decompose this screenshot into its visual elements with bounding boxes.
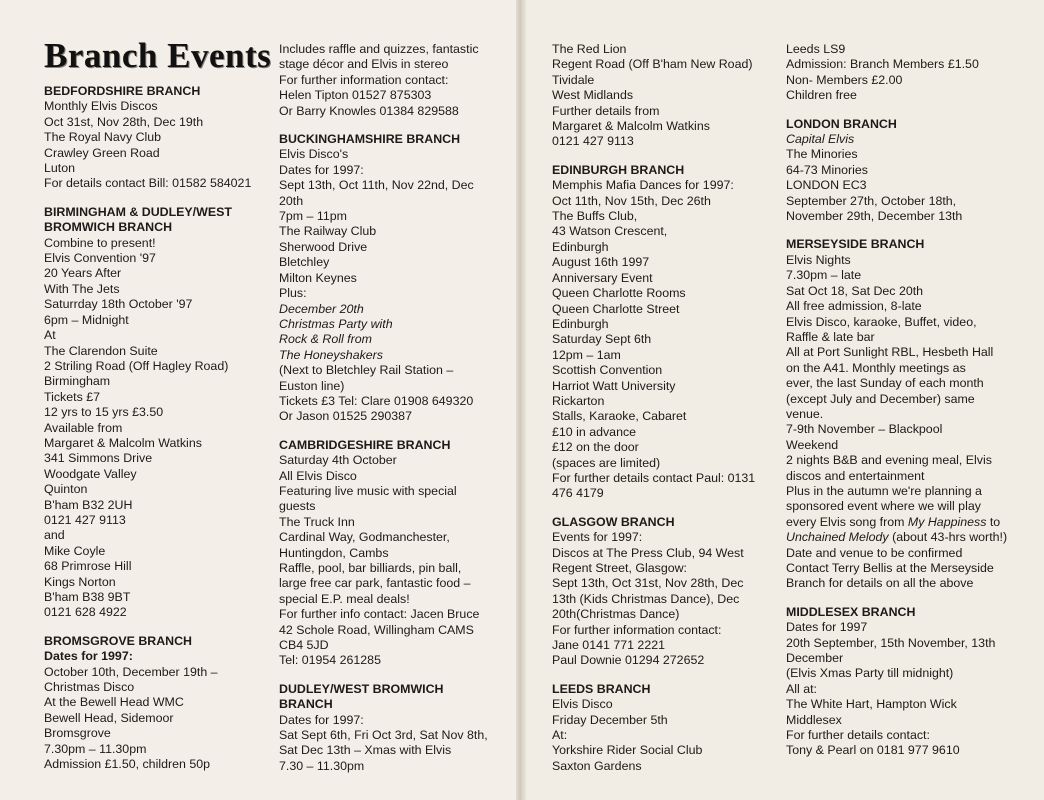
event-block	[552, 42, 772, 150]
event-line: 64-73 Minories	[786, 162, 868, 177]
block-gap	[44, 192, 264, 205]
event-line: 0121 427 9113	[552, 134, 634, 149]
event-line: November 29th, December 13th	[786, 209, 963, 224]
event-line: Tickets £7	[44, 389, 101, 404]
event-line: For further details contact:	[786, 728, 930, 743]
event-line: Friday December 5th	[552, 712, 668, 727]
branch-heading: LEEDS BRANCH	[552, 681, 651, 696]
event-line: Edinburgh	[552, 316, 609, 331]
event-line: discos and entertainment	[786, 468, 925, 483]
event-line: Combine to present!	[44, 235, 156, 250]
branch-heading: BROMWICH BRANCH	[44, 220, 173, 235]
event-line: The Truck Inn	[279, 514, 355, 529]
event-line: Includes raffle and quizzes, fantastic	[279, 42, 479, 56]
event-line: Christmas Disco	[44, 680, 135, 695]
event-line: Queen Charlotte Rooms	[552, 286, 686, 301]
block-gap	[279, 425, 501, 438]
event-line: December 20th	[279, 301, 364, 316]
line-text: every Elvis song from	[786, 514, 908, 529]
event-line: With The Jets	[44, 281, 120, 296]
event-line: Yorkshire Rider Social Club	[552, 743, 703, 758]
event-line: Christmas Party with	[279, 316, 393, 331]
event-line: LONDON EC3	[786, 178, 867, 193]
event-line: and	[44, 528, 65, 543]
event-line: sponsored event where we will play	[786, 499, 981, 514]
event-line: For further information contact:	[552, 622, 722, 637]
event-line: Plus in the autumn we're planning a	[786, 483, 982, 498]
event-line: Weekend	[786, 437, 839, 452]
event-line: Elvis Convention '97	[44, 251, 156, 266]
event-line: Dates for 1997:	[279, 162, 364, 177]
event-line: Birmingham	[44, 374, 111, 389]
event-line: At:	[552, 728, 568, 743]
event-line: Mike Coyle	[44, 543, 106, 558]
branch-heading: BROMSGROVE BRANCH	[44, 633, 193, 648]
event-line: The Red Lion	[552, 42, 627, 56]
block-gap	[279, 669, 501, 682]
event-line: Rock & Roll from	[279, 332, 372, 347]
branch-heading: CAMBRIDGESHIRE BRANCH	[279, 437, 451, 452]
block-gap	[786, 592, 1008, 605]
branch-heading: GLASGOW BRANCH	[552, 514, 675, 529]
event-line: 2 Striling Road (Off Hagley Road)	[44, 358, 229, 373]
event-line: The Railway Club	[279, 224, 377, 239]
event-line: Regent Street, Glasgow:	[552, 561, 687, 575]
column-3	[552, 42, 772, 774]
event-line: Saxton Gardens	[552, 758, 642, 773]
event-line: Available from	[44, 420, 123, 435]
event-line: Paul Downie 01294 272652	[552, 653, 705, 668]
event-line: CB4 5JD	[279, 638, 329, 653]
event-line: All free admission, 8-late	[786, 299, 922, 314]
block-gap	[786, 104, 1008, 117]
event-line: Sat Dec 13th – Xmas with Elvis	[279, 743, 452, 758]
block-gap	[552, 669, 772, 682]
event-line: Quinton	[44, 482, 88, 497]
event-line: Luton	[44, 161, 76, 176]
event-line: October 10th, December 19th –	[44, 664, 218, 679]
event-line: Elvis Disco	[552, 697, 613, 712]
event-line: Edinburgh	[552, 239, 609, 254]
event-block	[552, 669, 772, 774]
event-line: For details contact Bill: 01582 584021	[44, 176, 252, 191]
event-line: Branch for details on all the above	[786, 576, 974, 591]
event-line: Oct 31st, Nov 28th, Dec 19th	[44, 114, 204, 129]
event-line: Monthly Elvis Discos	[44, 99, 158, 114]
event-line: 0121 427 9113	[44, 512, 126, 527]
event-line: August 16th 1997	[552, 255, 650, 270]
event-line: Tony & Pearl on 0181 977 9610	[786, 743, 960, 758]
line-text: to	[986, 514, 1001, 529]
column-4	[786, 42, 1008, 759]
event-line: stage décor and Elvis in stereo	[279, 57, 449, 72]
block-gap	[552, 502, 772, 515]
event-line: Further details from	[552, 103, 660, 118]
event-line: Woodgate Valley	[44, 466, 137, 481]
block-gap	[279, 119, 501, 132]
event-line: 2 nights B&B and evening meal, Elvis	[786, 453, 992, 468]
event-block	[786, 104, 1008, 225]
page-title: Branch Events	[44, 36, 272, 75]
event-line: Non- Members £2.00	[786, 72, 903, 87]
event-line: At	[44, 328, 56, 343]
event-line: Sept 13th, Oct 31st, Nov 28th, Dec	[552, 576, 744, 591]
event-line: Margaret & Malcolm Watkins	[44, 435, 202, 450]
event-block	[786, 224, 1008, 591]
event-line: 6pm – Midnight	[44, 312, 129, 327]
event-line: Events for 1997:	[552, 530, 643, 545]
event-line: For further information contact:	[279, 72, 449, 87]
event-line: Elvis Disco, karaoke, Buffet, video,	[786, 314, 977, 329]
italic-title: Unchained Melody	[786, 530, 889, 545]
event-line: 341 Simmons Drive	[44, 451, 153, 466]
event-line: Dates for 1997:	[44, 649, 133, 664]
event-line: Queen Charlotte Street	[552, 301, 680, 316]
event-line: Harriot Watt University	[552, 378, 676, 393]
block-gap	[786, 224, 1008, 237]
event-line: Saturday Sept 6th	[552, 332, 652, 347]
event-line: Sat Oct 18, Sat Dec 20th	[786, 283, 924, 298]
event-line: Bewell Head, Sidemoor	[44, 710, 174, 725]
event-line: Discos at The Press Club, 94 West	[552, 545, 744, 560]
event-line: (spaces are limited)	[552, 455, 661, 470]
event-line: Bromsgrove	[44, 726, 111, 741]
event-line: All at:	[786, 681, 817, 696]
page-spine	[516, 0, 526, 800]
event-line: on the A41. Monthly meetings as	[786, 360, 966, 375]
event-line: Date and venue to be confirmed	[786, 545, 963, 560]
event-line: 7-9th November – Blackpool	[786, 422, 943, 437]
event-line: The Minories	[786, 147, 858, 162]
event-line	[786, 530, 1008, 545]
event-line: (Next to Bletchley Rail Station –	[279, 363, 454, 378]
event-line	[786, 515, 1008, 530]
event-block	[786, 42, 1008, 104]
event-line: 7.30pm – late	[786, 268, 862, 283]
event-line: 7.30 – 11.30pm	[279, 758, 365, 773]
event-line: £10 in advance	[552, 424, 637, 439]
block-gap	[44, 621, 264, 634]
event-line: Raffle & late bar	[786, 329, 875, 344]
event-line: ever, the last Sunday of each month	[786, 376, 984, 391]
event-line: 42 Schole Road, Willingham CAMS	[279, 622, 474, 637]
event-line: Milton Keynes	[279, 270, 357, 285]
event-line: Huntingdon, Cambs	[279, 545, 389, 560]
event-line: Dates for 1997	[786, 620, 868, 635]
event-line: 20th	[279, 193, 304, 208]
column-2	[279, 42, 501, 774]
event-line: September 27th, October 18th,	[786, 193, 957, 208]
event-line: 12pm – 1am	[552, 347, 621, 362]
event-line: Or Jason 01525 290387	[279, 409, 412, 424]
italic-title: My Happiness	[907, 514, 987, 529]
event-block	[552, 150, 772, 502]
branch-heading: DUDLEY/WEST BROMWICH	[279, 681, 444, 696]
event-line: 68 Primrose Hill	[44, 559, 132, 574]
event-line: At the Bewell Head WMC	[44, 695, 184, 710]
branch-heading: LONDON BRANCH	[786, 116, 897, 131]
event-line: 7pm – 11pm	[279, 209, 347, 224]
event-line: 43 Watson Crescent,	[552, 224, 668, 239]
event-line: All Elvis Disco	[279, 468, 357, 483]
event-line: 20th(Christmas Dance)	[552, 607, 680, 622]
event-line: 20th September, 15th November, 13th	[786, 635, 996, 650]
event-line: Or Barry Knowles 01384 829588	[279, 103, 459, 118]
event-line: Helen Tipton 01527 875303	[279, 88, 432, 103]
event-line: Tel: 01954 261285	[279, 653, 381, 668]
branch-heading: BRANCH	[279, 697, 333, 712]
event-line: 20 Years After	[44, 266, 122, 281]
event-line: Kings Norton	[44, 574, 116, 589]
event-line: Dates for 1997:	[279, 712, 364, 727]
line-text: (about 43-hrs worth!)	[888, 530, 1008, 545]
event-line: Sat Sept 6th, Fri Oct 3rd, Sat Nov 8th,	[279, 728, 488, 743]
event-line: £12 on the door	[552, 440, 639, 455]
event-line: Saturday 4th October	[279, 453, 397, 468]
event-line: Stalls, Karaoke, Cabaret	[552, 409, 687, 424]
event-line: Admission: Branch Members £1.50	[786, 57, 979, 72]
event-line: For further details contact Paul: 0131	[552, 470, 756, 485]
event-line: Tickets £3 Tel: Clare 01908 649320	[279, 393, 474, 408]
event-block	[552, 502, 772, 669]
event-line: Anniversary Event	[552, 270, 653, 285]
event-line: guests	[279, 499, 316, 514]
event-line: special E.P. meal deals!	[279, 591, 410, 606]
event-line: Crawley Green Road	[44, 145, 160, 160]
branch-heading: BEDFORDSHIRE BRANCH	[44, 84, 201, 98]
event-line: (Elvis Xmas Party till midnight)	[786, 666, 954, 681]
event-line: Plus:	[279, 286, 307, 301]
event-line: All at Port Sunlight RBL, Hesbeth Hall	[786, 345, 994, 360]
event-block	[44, 621, 264, 773]
event-line: Oct 11th, Nov 15th, Dec 26th	[552, 193, 711, 208]
event-line: large free car park, fantastic food –	[279, 576, 471, 591]
event-line: Elvis Nights	[786, 252, 851, 267]
event-line: The Clarendon Suite	[44, 343, 158, 358]
event-line: Capital Elvis	[786, 132, 855, 147]
event-line: Saturrday 18th October '97	[44, 297, 193, 312]
event-line: Memphis Mafia Dances for 1997:	[552, 178, 734, 193]
event-block	[279, 425, 501, 669]
event-block	[786, 592, 1008, 759]
event-line: The Buffs Club,	[552, 209, 638, 224]
event-line: Margaret & Malcolm Watkins	[552, 119, 710, 134]
event-line: For further info contact: Jacen Bruce	[279, 607, 480, 622]
column-1	[44, 84, 264, 772]
event-line: venue.	[786, 406, 824, 421]
event-line: Contact Terry Bellis at the Merseyside	[786, 561, 994, 575]
event-line: Cardinal Way, Godmanchester,	[279, 530, 450, 545]
event-line: Leeds LS9	[786, 42, 846, 56]
event-line: Sept 13th, Oct 11th, Nov 22nd, Dec	[279, 178, 474, 193]
event-line: 0121 628 4922	[44, 605, 127, 620]
event-block	[279, 669, 501, 774]
event-line: Elvis Disco's	[279, 147, 349, 162]
event-line: 7.30pm – 11.30pm	[44, 741, 147, 756]
event-line: Children free	[786, 88, 857, 103]
event-line: Middlesex	[786, 712, 842, 727]
branch-heading: BUCKINGHAMSHIRE BRANCH	[279, 132, 461, 147]
event-line: Scottish Convention	[552, 363, 663, 378]
event-line: Euston line)	[279, 378, 345, 393]
event-line: Rickarton	[552, 393, 605, 408]
event-line: Tividale	[552, 72, 595, 87]
event-line: (except July and December) same	[786, 391, 975, 406]
event-block	[279, 119, 501, 425]
event-line: Raffle, pool, bar billiards, pin ball,	[279, 561, 462, 575]
event-block	[279, 42, 501, 119]
event-line: The Honeyshakers	[279, 347, 383, 362]
event-line: Bletchley	[279, 255, 330, 270]
event-line: Jane 0141 771 2221	[552, 638, 665, 653]
branch-heading: EDINBURGH BRANCH	[552, 162, 685, 177]
event-line: 13th (Kids Christmas Dance), Dec	[552, 591, 740, 606]
event-line: Regent Road (Off B'ham New Road)	[552, 57, 753, 72]
event-block	[44, 192, 264, 621]
event-line: 12 yrs to 15 yrs £3.50	[44, 405, 164, 420]
event-line: Sherwood Drive	[279, 239, 368, 254]
event-line: B'ham B32 2UH	[44, 497, 133, 512]
branch-heading: MIDDLESEX BRANCH	[786, 604, 916, 619]
event-line: December	[786, 651, 844, 666]
branch-heading: MERSEYSIDE BRANCH	[786, 237, 925, 252]
block-gap	[552, 150, 772, 163]
event-line: Featuring live music with special	[279, 483, 457, 498]
event-line: The Royal Navy Club	[44, 130, 162, 145]
event-block	[44, 84, 264, 192]
event-line: The White Hart, Hampton Wick	[786, 697, 957, 712]
event-line: Admission £1.50, children 50p	[44, 757, 210, 772]
branch-heading: BIRMINGHAM & DUDLEY/WEST	[44, 204, 232, 219]
event-line: 476 4179	[552, 486, 604, 501]
event-line: West Midlands	[552, 88, 634, 103]
event-line: B'ham B38 9BT	[44, 590, 131, 604]
